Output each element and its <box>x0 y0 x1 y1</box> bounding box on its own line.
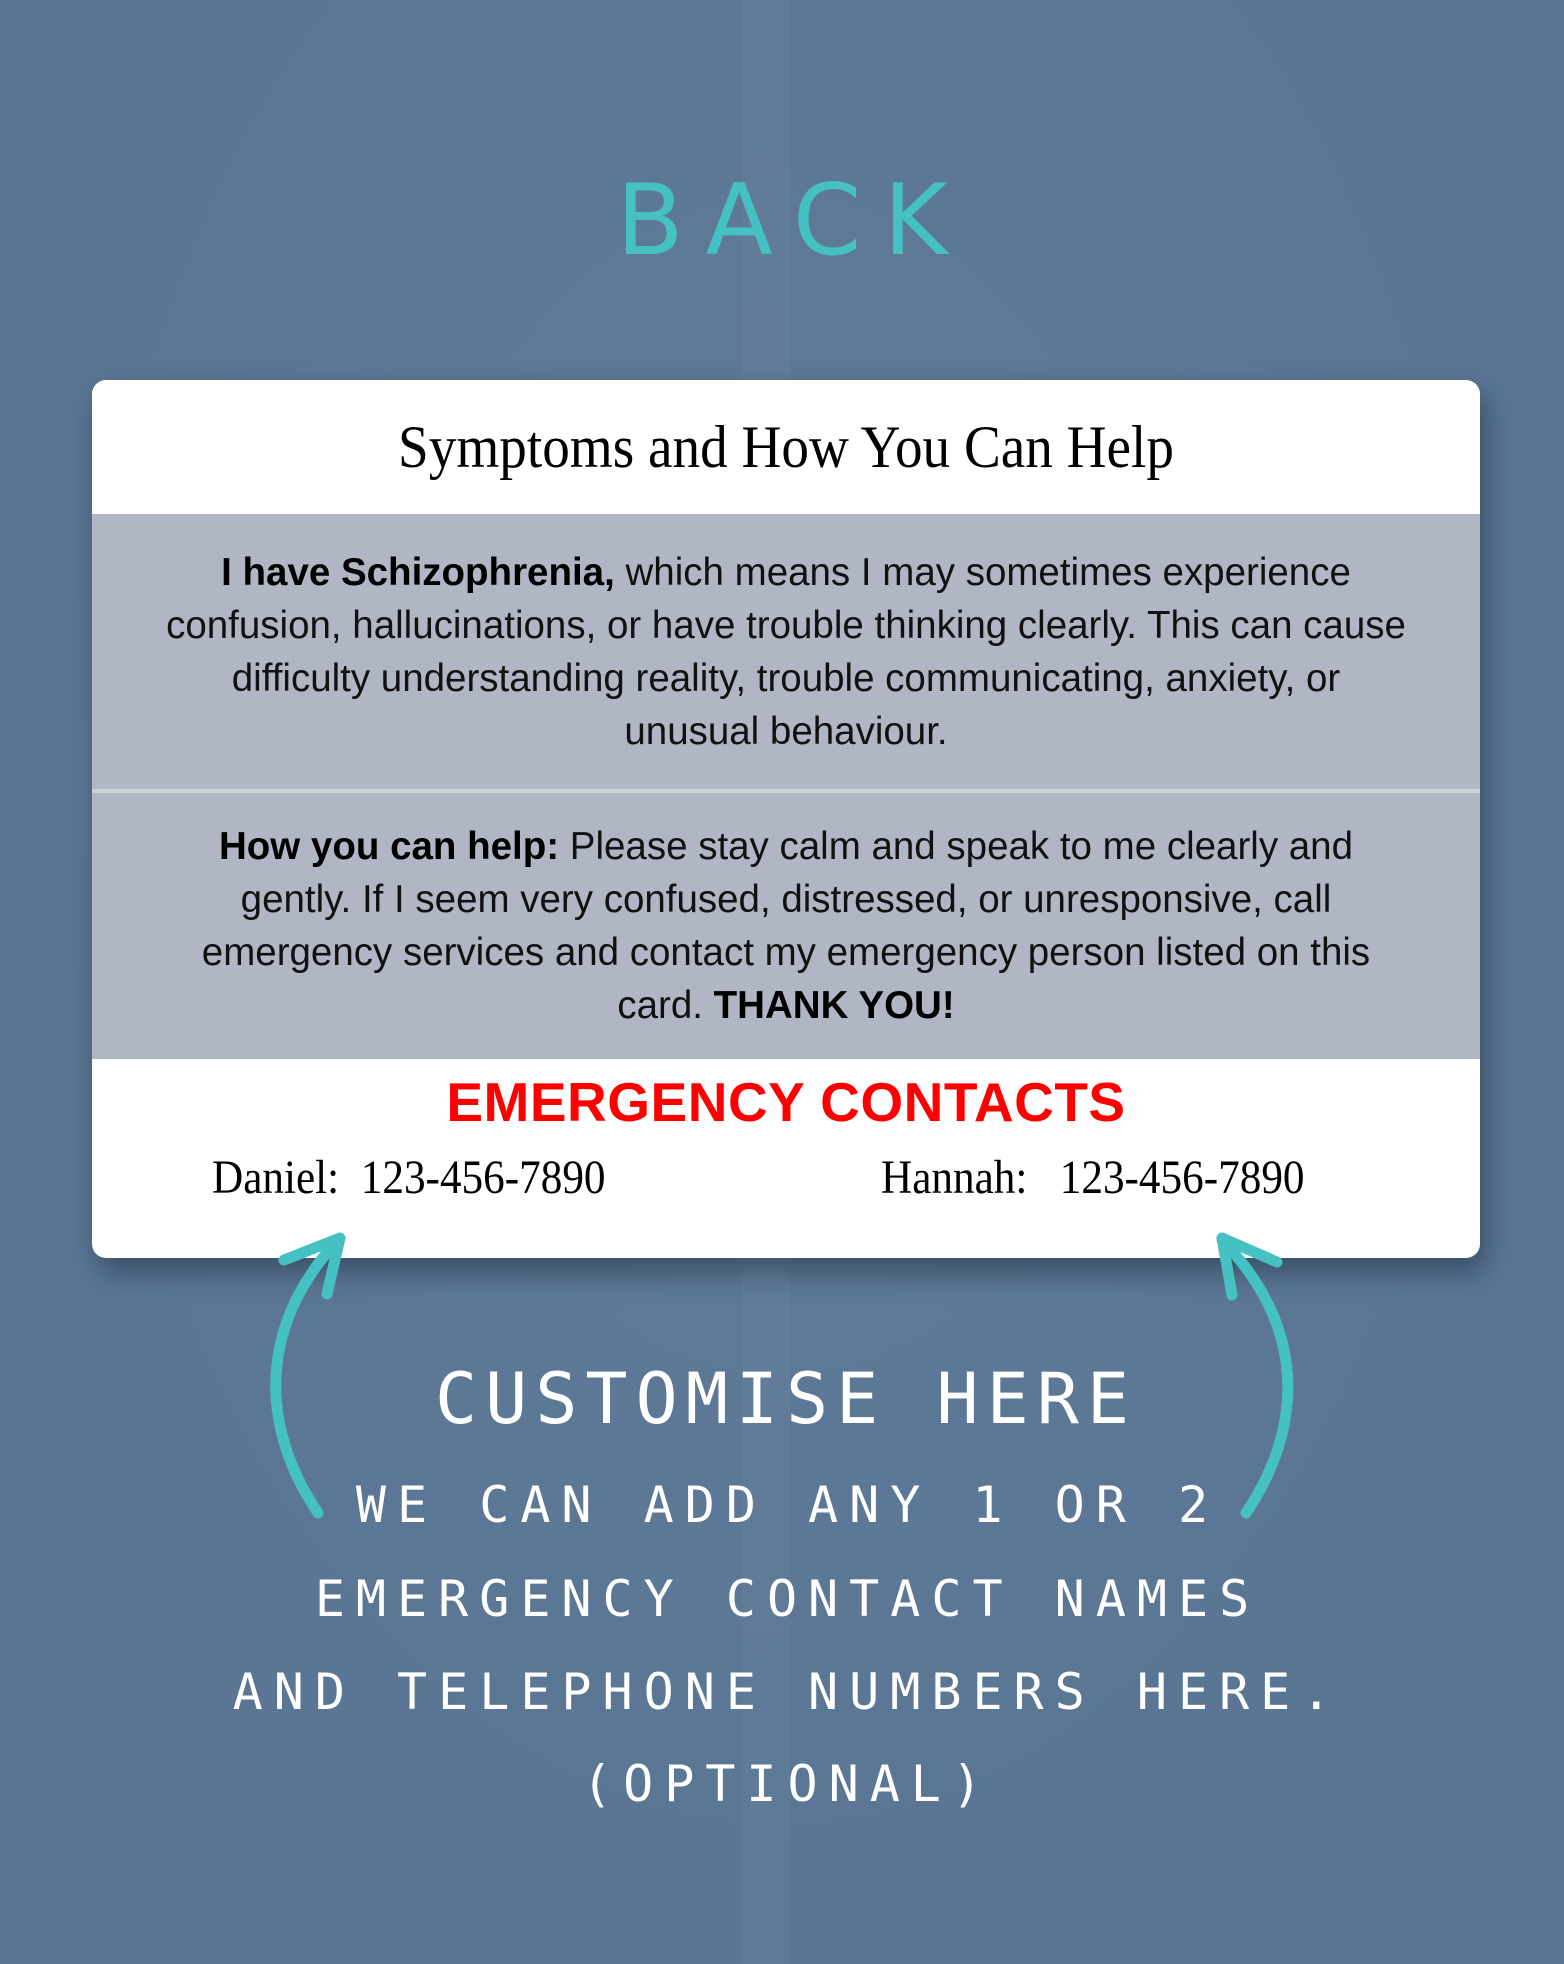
condition-description: which means I may sometimes experience confusion, hallucinations, or have trouble thinking clearly. This can cause difficulty understanding reality, trouble communicating, anxiety, or unusual behaviour. <box>166 550 1406 753</box>
card-title: Symptoms and How You Can Help <box>398 413 1174 480</box>
help-text <box>92 820 1480 1032</box>
cta-line-4: (OPTIONAL) <box>581 1755 994 1813</box>
help-section <box>92 793 1480 1059</box>
symptoms-section <box>92 514 1480 789</box>
emergency-card <box>92 380 1480 1258</box>
help-label: How you can help: <box>218 825 560 868</box>
cta-line-3: AND TELEPHONE NUMBERS HERE. <box>232 1663 1343 1721</box>
thank-you: THANK YOU! <box>713 984 955 1027</box>
customise-heading: CUSTOMISE HERE <box>434 1358 1137 1440</box>
help-description: Please stay calm and speak to me clearly and gently. If I seem very confused, distressed, or unresponsive, call emergency services and contact my emergency person listed on this card. <box>201 825 1371 1027</box>
back-heading: BACK <box>616 164 970 278</box>
condition-label: I have Schizophrenia, <box>221 550 615 594</box>
cta-line-1: WE CAN ADD ANY 1 OR 2 <box>355 1476 1220 1534</box>
emergency-contacts-title: EMERGENCY CONTACTS <box>446 1071 1126 1133</box>
symptoms-text <box>92 546 1480 758</box>
cta-line-2: EMERGENCY CONTACT NAMES <box>314 1570 1261 1628</box>
contact-2: Hannah: 123-456-7890 <box>881 1151 1305 1204</box>
contact-1: Daniel: 123-456-7890 <box>212 1151 606 1204</box>
